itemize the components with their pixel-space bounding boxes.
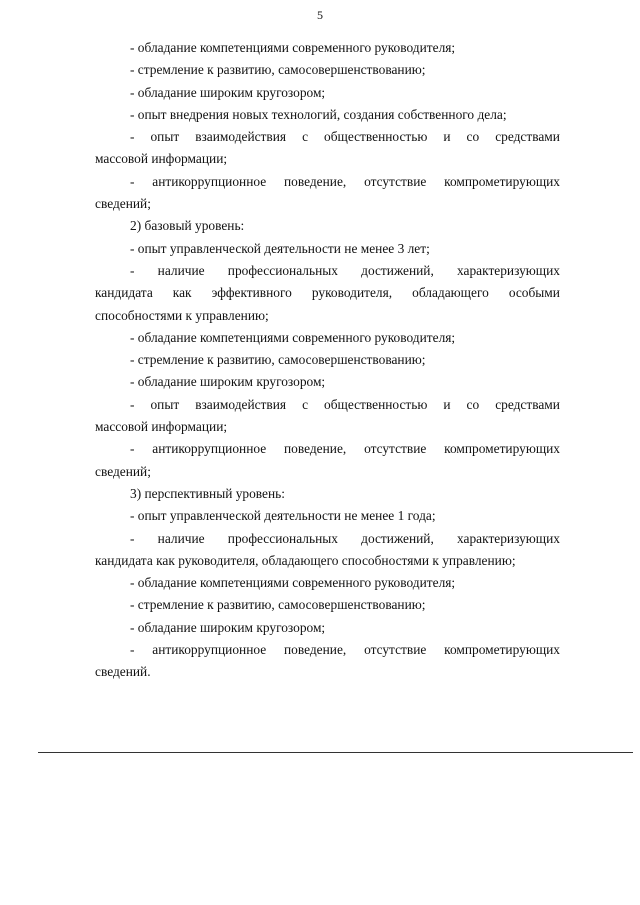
text-line: - обладание компетенциями современного руководителя; [130, 40, 456, 55]
text-line: - опыт взаимодействия с общественностью и со средствами [130, 396, 560, 412]
text-line: способностями к управлению; [95, 307, 269, 323]
text-line: - опыт управленческой деятельности не менее 3 лет; [130, 240, 430, 256]
text-line: - опыт внедрения новых технологий, создания собственного дела; [130, 106, 507, 122]
text-line: сведений. [95, 664, 151, 680]
text-line: - обладание широким кругозором; [130, 374, 326, 390]
text-line: - опыт взаимодействия с общественностью и со средствами [130, 129, 560, 145]
text-line: 2) базовый уровень: [130, 218, 245, 234]
text-line: - стремление к развитию, самосовершенствованию; [130, 62, 426, 78]
page-number: 5 [317, 8, 323, 22]
text-line: кандидата как эффективного руководителя, обладающего особыми [95, 285, 560, 301]
text-line: массовой информации; [95, 419, 228, 435]
text-line: - наличие профессиональных достижений, характеризующих [130, 262, 560, 278]
text-line: - опыт управленческой деятельности не менее 1 года; [130, 508, 436, 524]
text-line: сведений; [95, 196, 151, 212]
text-line: - стремление к развитию, самосовершенствованию; [130, 597, 426, 613]
text-line: - обладание широким кругозором; [130, 619, 326, 635]
text-line: сведений; [95, 463, 151, 479]
text-line: - обладание компетенциями современного руководителя; [130, 329, 456, 345]
text-line: - антикоррупционное поведение, отсутствие компрометирующих [130, 441, 560, 457]
text-line: - антикоррупционное поведение, отсутствие компрометирующих [130, 642, 560, 658]
footer-rule [38, 752, 633, 753]
text-line: 3) перспективный уровень: [130, 485, 285, 501]
text-line: - стремление к развитию, самосовершенствованию; [130, 352, 426, 368]
text-line: - обладание широким кругозором; [130, 84, 326, 100]
text-line: - антикоррупционное поведение, отсутствие компрометирующих [130, 173, 560, 189]
document-body [95, 37, 560, 684]
text-line: - обладание компетенциями современного руководителя; [130, 575, 456, 591]
text-line: - наличие профессиональных достижений, характеризующих [130, 530, 560, 546]
text-line: кандидата как руководителя, обладающего способностями к управлению; [95, 552, 516, 568]
text-line: массовой информации; [95, 151, 228, 167]
